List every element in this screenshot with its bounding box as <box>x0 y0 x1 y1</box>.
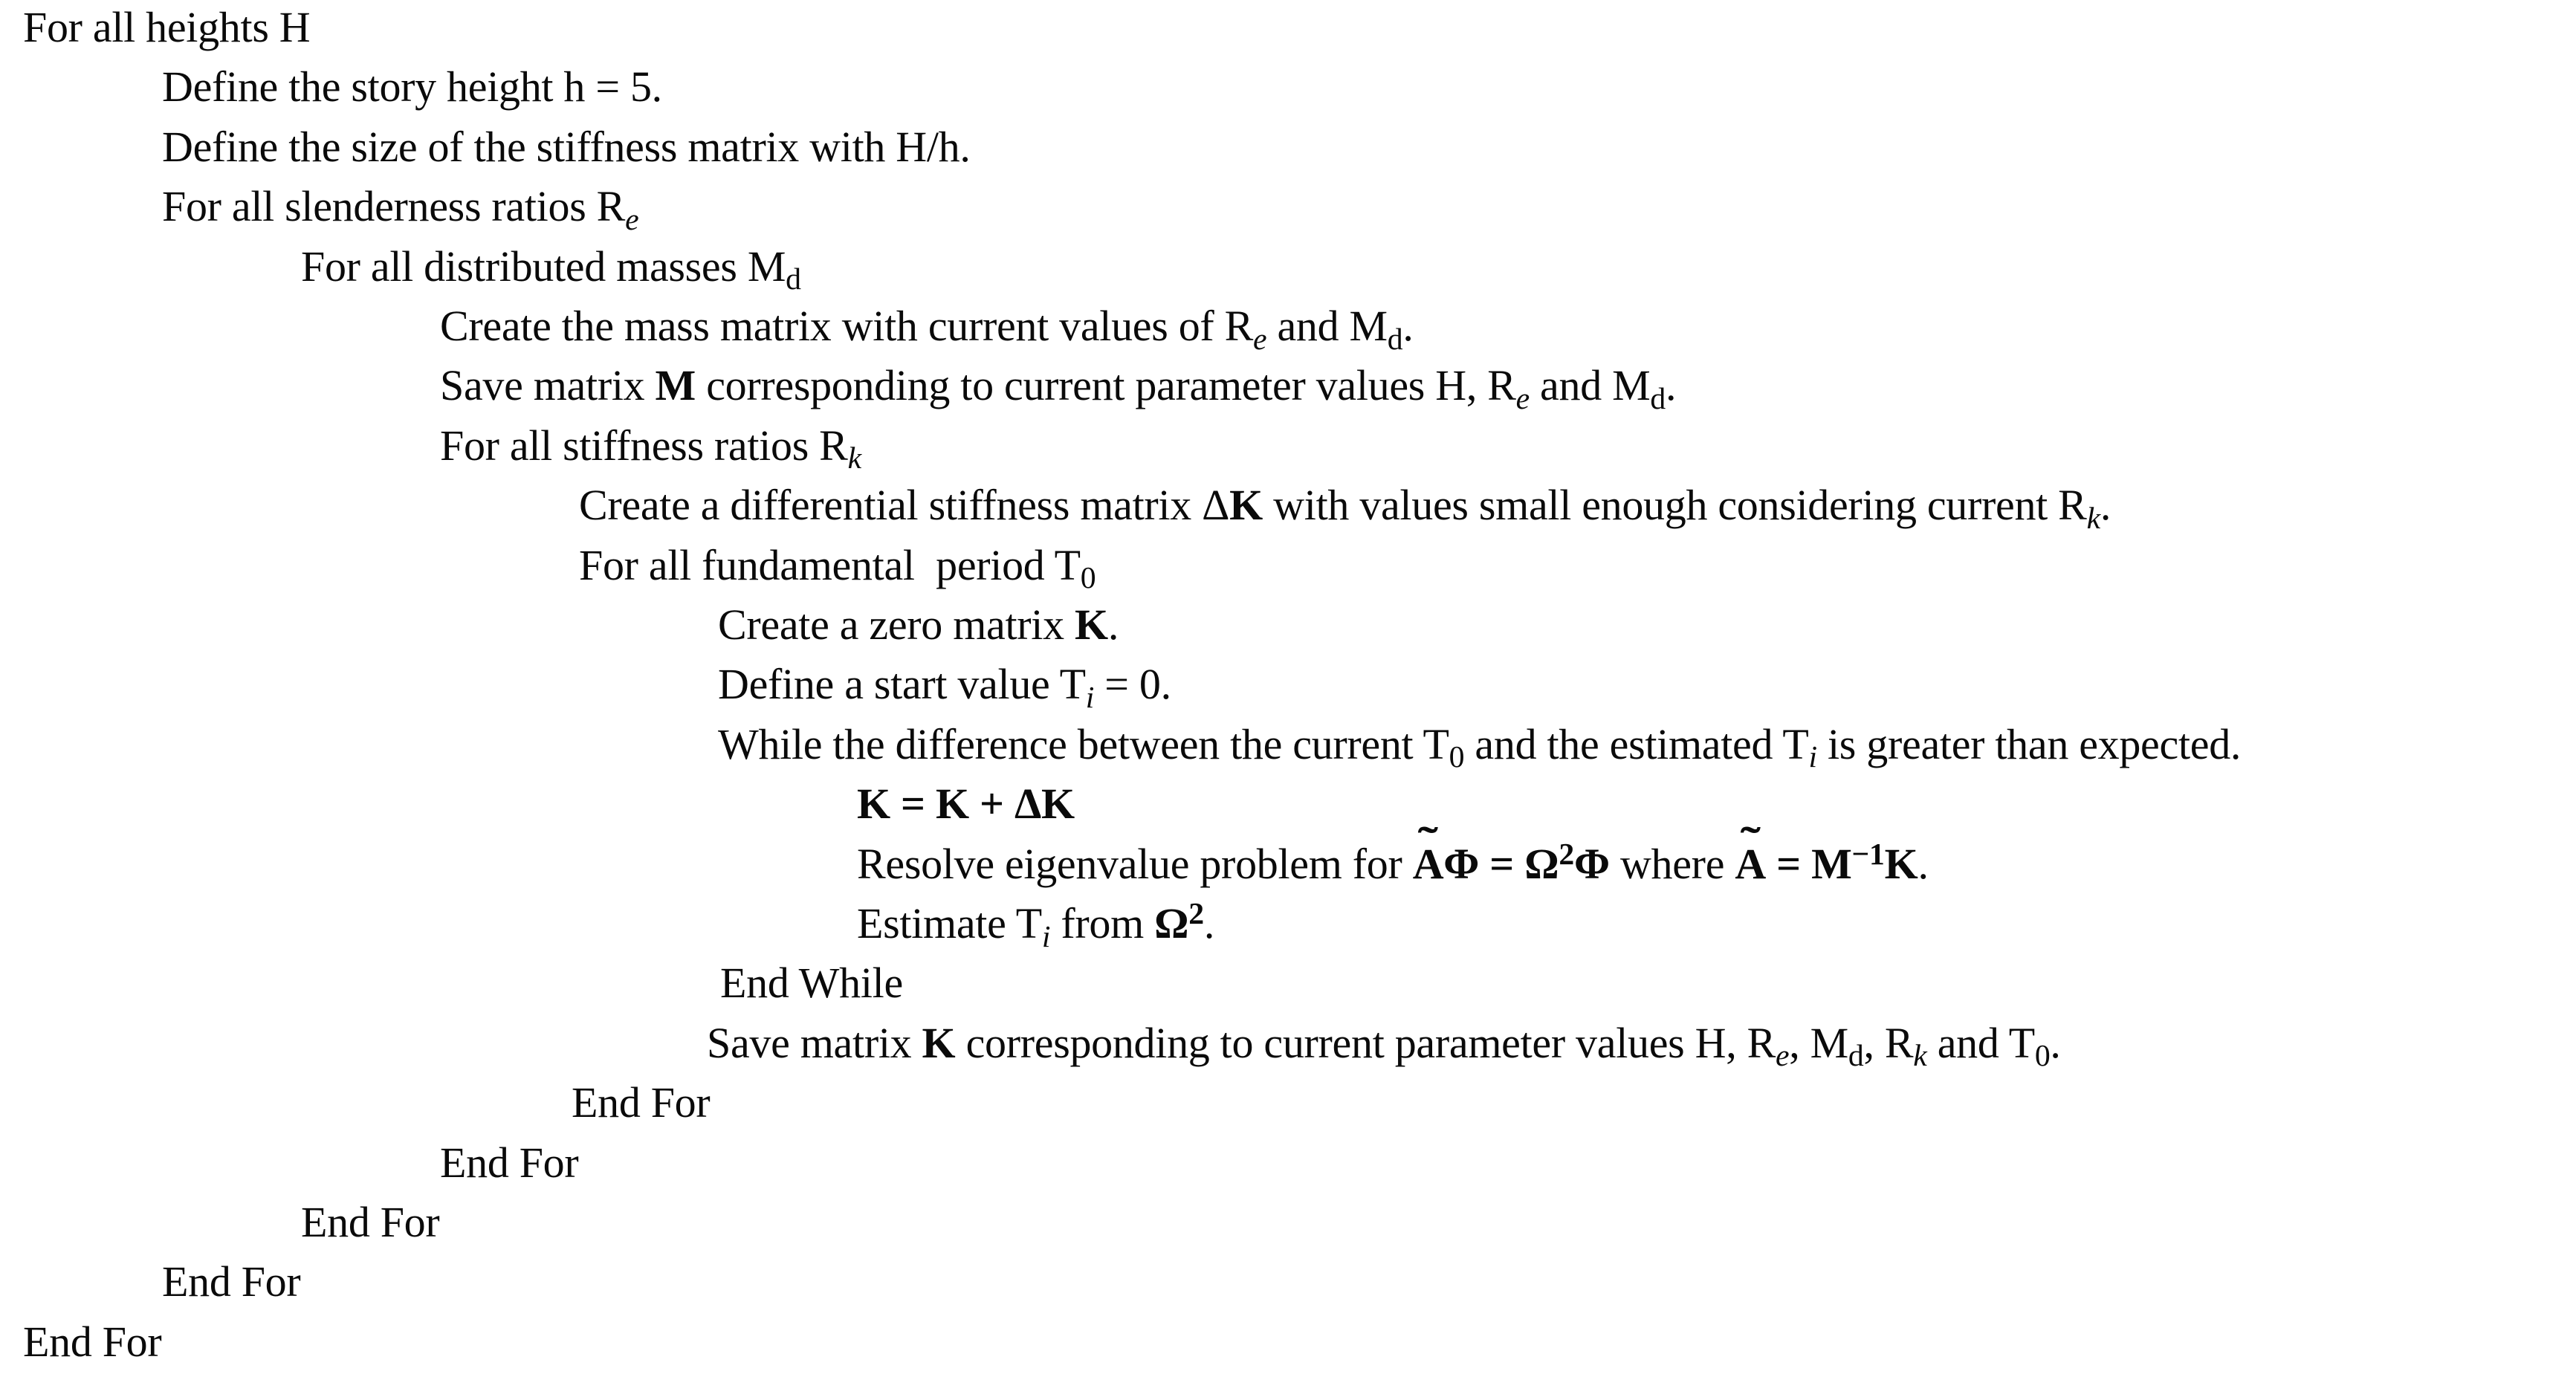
text-segment: , M <box>1789 1018 1848 1067</box>
text-segment: Estimate T <box>857 899 1042 947</box>
text-segment: d <box>786 262 801 297</box>
text-segment: i <box>1808 740 1817 775</box>
text-segment: + Δ <box>968 780 1042 829</box>
text-segment: where <box>1609 839 1735 888</box>
text-segment: . <box>1918 839 1929 888</box>
line-loop-masses <box>301 242 801 297</box>
text-segment: . <box>2100 481 2111 530</box>
line-loop-slenderness <box>162 182 639 237</box>
line-resolve-eigenvalue <box>857 837 1929 888</box>
text-segment: and T <box>1926 1018 2035 1067</box>
text-segment: For all stiffness ratios R <box>440 421 848 470</box>
line-end-for-slenderness <box>162 1257 301 1306</box>
text-segment: d <box>1650 382 1666 417</box>
text-segment: , R <box>1863 1018 1914 1067</box>
line-loop-fundamental-period <box>579 540 1096 596</box>
text-segment: . <box>1665 361 1677 410</box>
text-segment: Save matrix <box>440 361 656 410</box>
text-segment: . <box>1203 899 1215 947</box>
text-segment: Φ = Ω <box>1443 839 1559 888</box>
text-segment: is greater than expected. <box>1816 719 2242 768</box>
line-save-mass-matrix <box>440 361 1677 417</box>
text-segment: K <box>935 780 969 829</box>
line-end-for-stiffness <box>440 1138 579 1187</box>
text-segment: e <box>1253 322 1267 357</box>
line-save-stiffness-matrix <box>707 1018 2061 1074</box>
text-segment: Resolve eigenvalue problem for <box>857 839 1413 888</box>
text-segment: Define the size of the stiffness matrix with H/h. <box>162 122 971 171</box>
text-segment: e <box>1776 1039 1790 1074</box>
text-segment: d <box>1848 1039 1864 1074</box>
text-segment: ˜ A <box>1735 843 1766 886</box>
line-estimate-period <box>857 897 1215 954</box>
text-segment: Save matrix <box>707 1018 922 1067</box>
line-create-mass-matrix <box>440 302 1414 357</box>
text-segment: For all fundamental period T <box>579 540 1081 589</box>
text-segment: k <box>2086 501 2100 536</box>
text-segment: Create a zero matrix <box>718 600 1075 649</box>
text-segment: K <box>1075 600 1108 649</box>
text-segment: End While <box>720 959 903 1008</box>
text-segment: d <box>1387 322 1403 357</box>
text-segment: corresponding to current parameter values H, R <box>955 1018 1776 1067</box>
text-segment: −1 <box>1851 837 1885 872</box>
text-segment: End For <box>23 1317 162 1366</box>
text-segment: Φ <box>1573 839 1610 888</box>
text-segment: corresponding to current parameter values H, R <box>696 361 1516 410</box>
text-segment: For all distributed masses M <box>301 242 786 291</box>
text-segment: i <box>1085 681 1095 716</box>
text-segment: 0 <box>1449 740 1465 775</box>
text-segment: e <box>625 202 639 237</box>
text-segment: K <box>922 1018 956 1067</box>
text-segment: k <box>847 441 861 476</box>
text-segment: Define the story height h = 5. <box>162 62 662 111</box>
line-end-for-period <box>572 1078 711 1127</box>
line-define-matrix-size <box>162 122 971 171</box>
line-define-start-value <box>718 660 1171 716</box>
line-loop-stiffness-ratios <box>440 421 861 476</box>
line-create-zero-matrix <box>718 600 1119 649</box>
text-segment: . <box>1402 302 1414 350</box>
line-define-story-height <box>162 62 662 111</box>
text-segment: from <box>1050 899 1155 947</box>
text-segment: e <box>1515 382 1530 417</box>
text-segment: = 0. <box>1094 660 1171 709</box>
text-segment: For all heights H <box>23 3 311 51</box>
line-end-for-masses <box>301 1198 440 1246</box>
text-segment: with values small enough considering current R <box>1262 481 2087 530</box>
line-end-while <box>720 959 903 1008</box>
text-segment: 2 <box>1559 837 1574 872</box>
line-update-stiffness <box>857 780 1075 829</box>
text-segment: and M <box>1266 302 1388 350</box>
text-segment: Ω <box>1154 899 1189 947</box>
text-segment: End For <box>572 1078 711 1127</box>
text-segment: Create a differential stiffness matrix Δ <box>579 481 1230 530</box>
text-segment: and M <box>1529 361 1651 410</box>
line-end-for-heights <box>23 1317 162 1366</box>
text-segment: Create the mass matrix with current values of R <box>440 302 1254 350</box>
text-segment: = M <box>1765 839 1852 888</box>
text-segment: 0 <box>2034 1039 2051 1074</box>
text-segment: End For <box>162 1257 301 1306</box>
text-segment: ˜ A <box>1413 843 1444 886</box>
text-segment: K <box>857 780 890 829</box>
text-segment: 0 <box>1080 561 1096 596</box>
text-segment: End For <box>301 1198 440 1246</box>
text-segment: . <box>1107 600 1119 649</box>
line-loop-heights <box>23 3 311 51</box>
line-create-diff-stiffness <box>579 481 2111 536</box>
text-segment: M <box>655 361 696 410</box>
text-segment: Define a start value T <box>718 660 1086 709</box>
line-while-condition <box>718 719 2242 775</box>
text-segment: While the difference between the current T <box>718 719 1449 768</box>
text-segment: and the estimated T <box>1464 719 1809 768</box>
text-segment: k <box>1913 1039 1927 1074</box>
text-segment: K <box>1041 780 1075 829</box>
text-segment: K <box>1884 839 1918 888</box>
text-segment: End For <box>440 1138 579 1187</box>
text-segment: = <box>890 780 936 829</box>
text-segment: K <box>1229 481 1263 530</box>
text-segment: 2 <box>1188 897 1204 932</box>
text-segment: i <box>1041 919 1051 954</box>
text-segment: . <box>2050 1018 2061 1067</box>
text-segment: For all slenderness ratios R <box>162 182 626 231</box>
